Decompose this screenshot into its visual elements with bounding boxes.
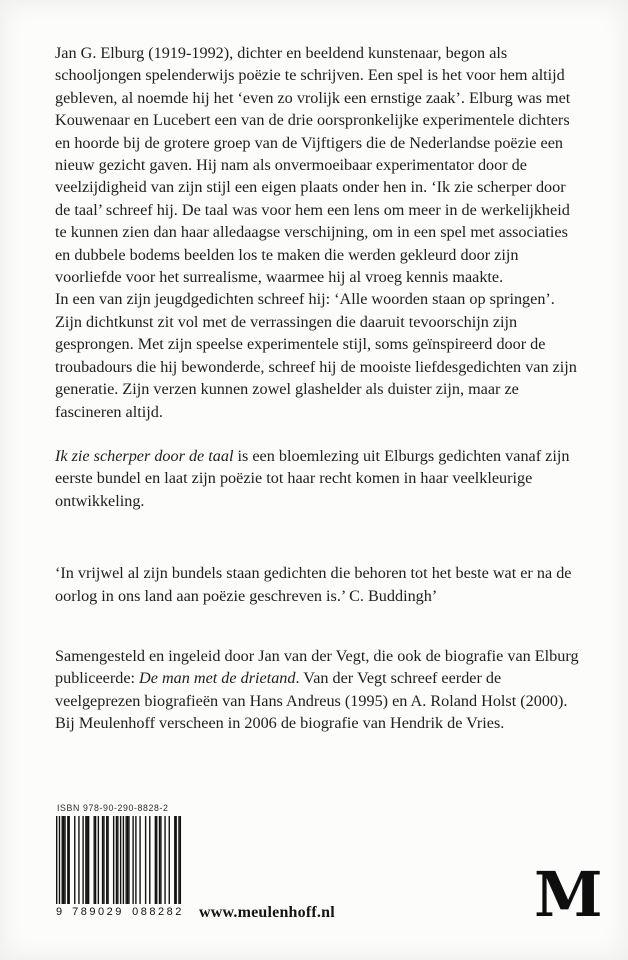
- barcode-block: [56, 803, 196, 918]
- publisher-logo: M: [534, 858, 603, 931]
- paragraph: Jan G. Elburg (1919-1992), dichter en beeldend kunstenaar, begon als schooljongen spelenderwijs poëzie te schrijven. Een spel is het voor hem altijd gebleven, al noemde hij het ‘even zo vrolijk een ernstige zaak’. Elburg was met Kouwenaar en Lucebert een van de drie oorspronkelijke experimentele dichters en hoorde bij de grotere groep van de Vijftigers die de Nederlandse poëzie een nieuw gezicht gaven. Hij nam als onvermoeibaar experimentator door de veelzijdigheid van zijn stijl een eigen plaats onder hen in. ‘Ik zie scherper door de taal’ schreef hij. De taal was voor hem een lens om meer in de werkelijkheid te kunnen zien dan haar alledaagse verschijning, om in een spel met associaties en dubbele bodems beelden los te maken die werden gekleurd door zijn voorliefde voor het surrealisme, waarmee hij al vroeg kennis maakte.: [55, 44, 571, 287]
- barcode-bars-svg: [56, 816, 188, 904]
- barcode-digits: [56, 906, 188, 918]
- barcode-digit-group: 789029: [72, 906, 124, 918]
- paragraph: ‘In vrijwel al zijn bundels staan gedichten die behoren tot het beste wat er na de oorlog in ons land aan poëzie geschreven is.’ C. Buddingh’: [55, 564, 572, 605]
- barcode-digit-group: 088282: [132, 906, 184, 918]
- paragraph: Ik zie scherper door de taal is een bloemlezing uit Elburgs gedichten vanaf zijn eerste bundel en laat zijn poëzie tot haar recht komen in haar veelkleurige ontwikkeling.: [55, 446, 570, 510]
- barcode: [56, 816, 188, 904]
- paragraph: Samengesteld en ingeleid door Jan van der Vegt, die ook de biografie van Elburg publiceerde: De man met de drietand. Van der Vegt schreef eerder de veelgeprezen biografieën van Hans Andreus (1995) en A. Roland Holst (2000). Bij Meulenhoff verscheen in 2006 de biografie van Hendrik de Vries.: [55, 646, 579, 733]
- paragraph: In een van zijn jeugdgedichten schreef hij: ‘Alle woorden staan op springen’. Zijn dichtkunst zit vol met de verrassingen die daaruit tevoorschijn zijn gesprongen. Met zijn speelse experimentele stijl, soms geïnspireerd door de troubadours die hij bewonderde, schreef hij de mooiste liefdesgedichten van zijn generatie. Zijn verzen kunnen zowel glashelder als duister zijn, maar ze fascineren altijd.: [55, 290, 577, 421]
- body-text: [55, 42, 579, 735]
- isbn-label: ISBN 978-90-290-8828-2: [57, 803, 169, 813]
- publisher-website: www.meulenhoff.nl: [199, 904, 335, 921]
- barcode-digit-group: 9: [56, 906, 63, 918]
